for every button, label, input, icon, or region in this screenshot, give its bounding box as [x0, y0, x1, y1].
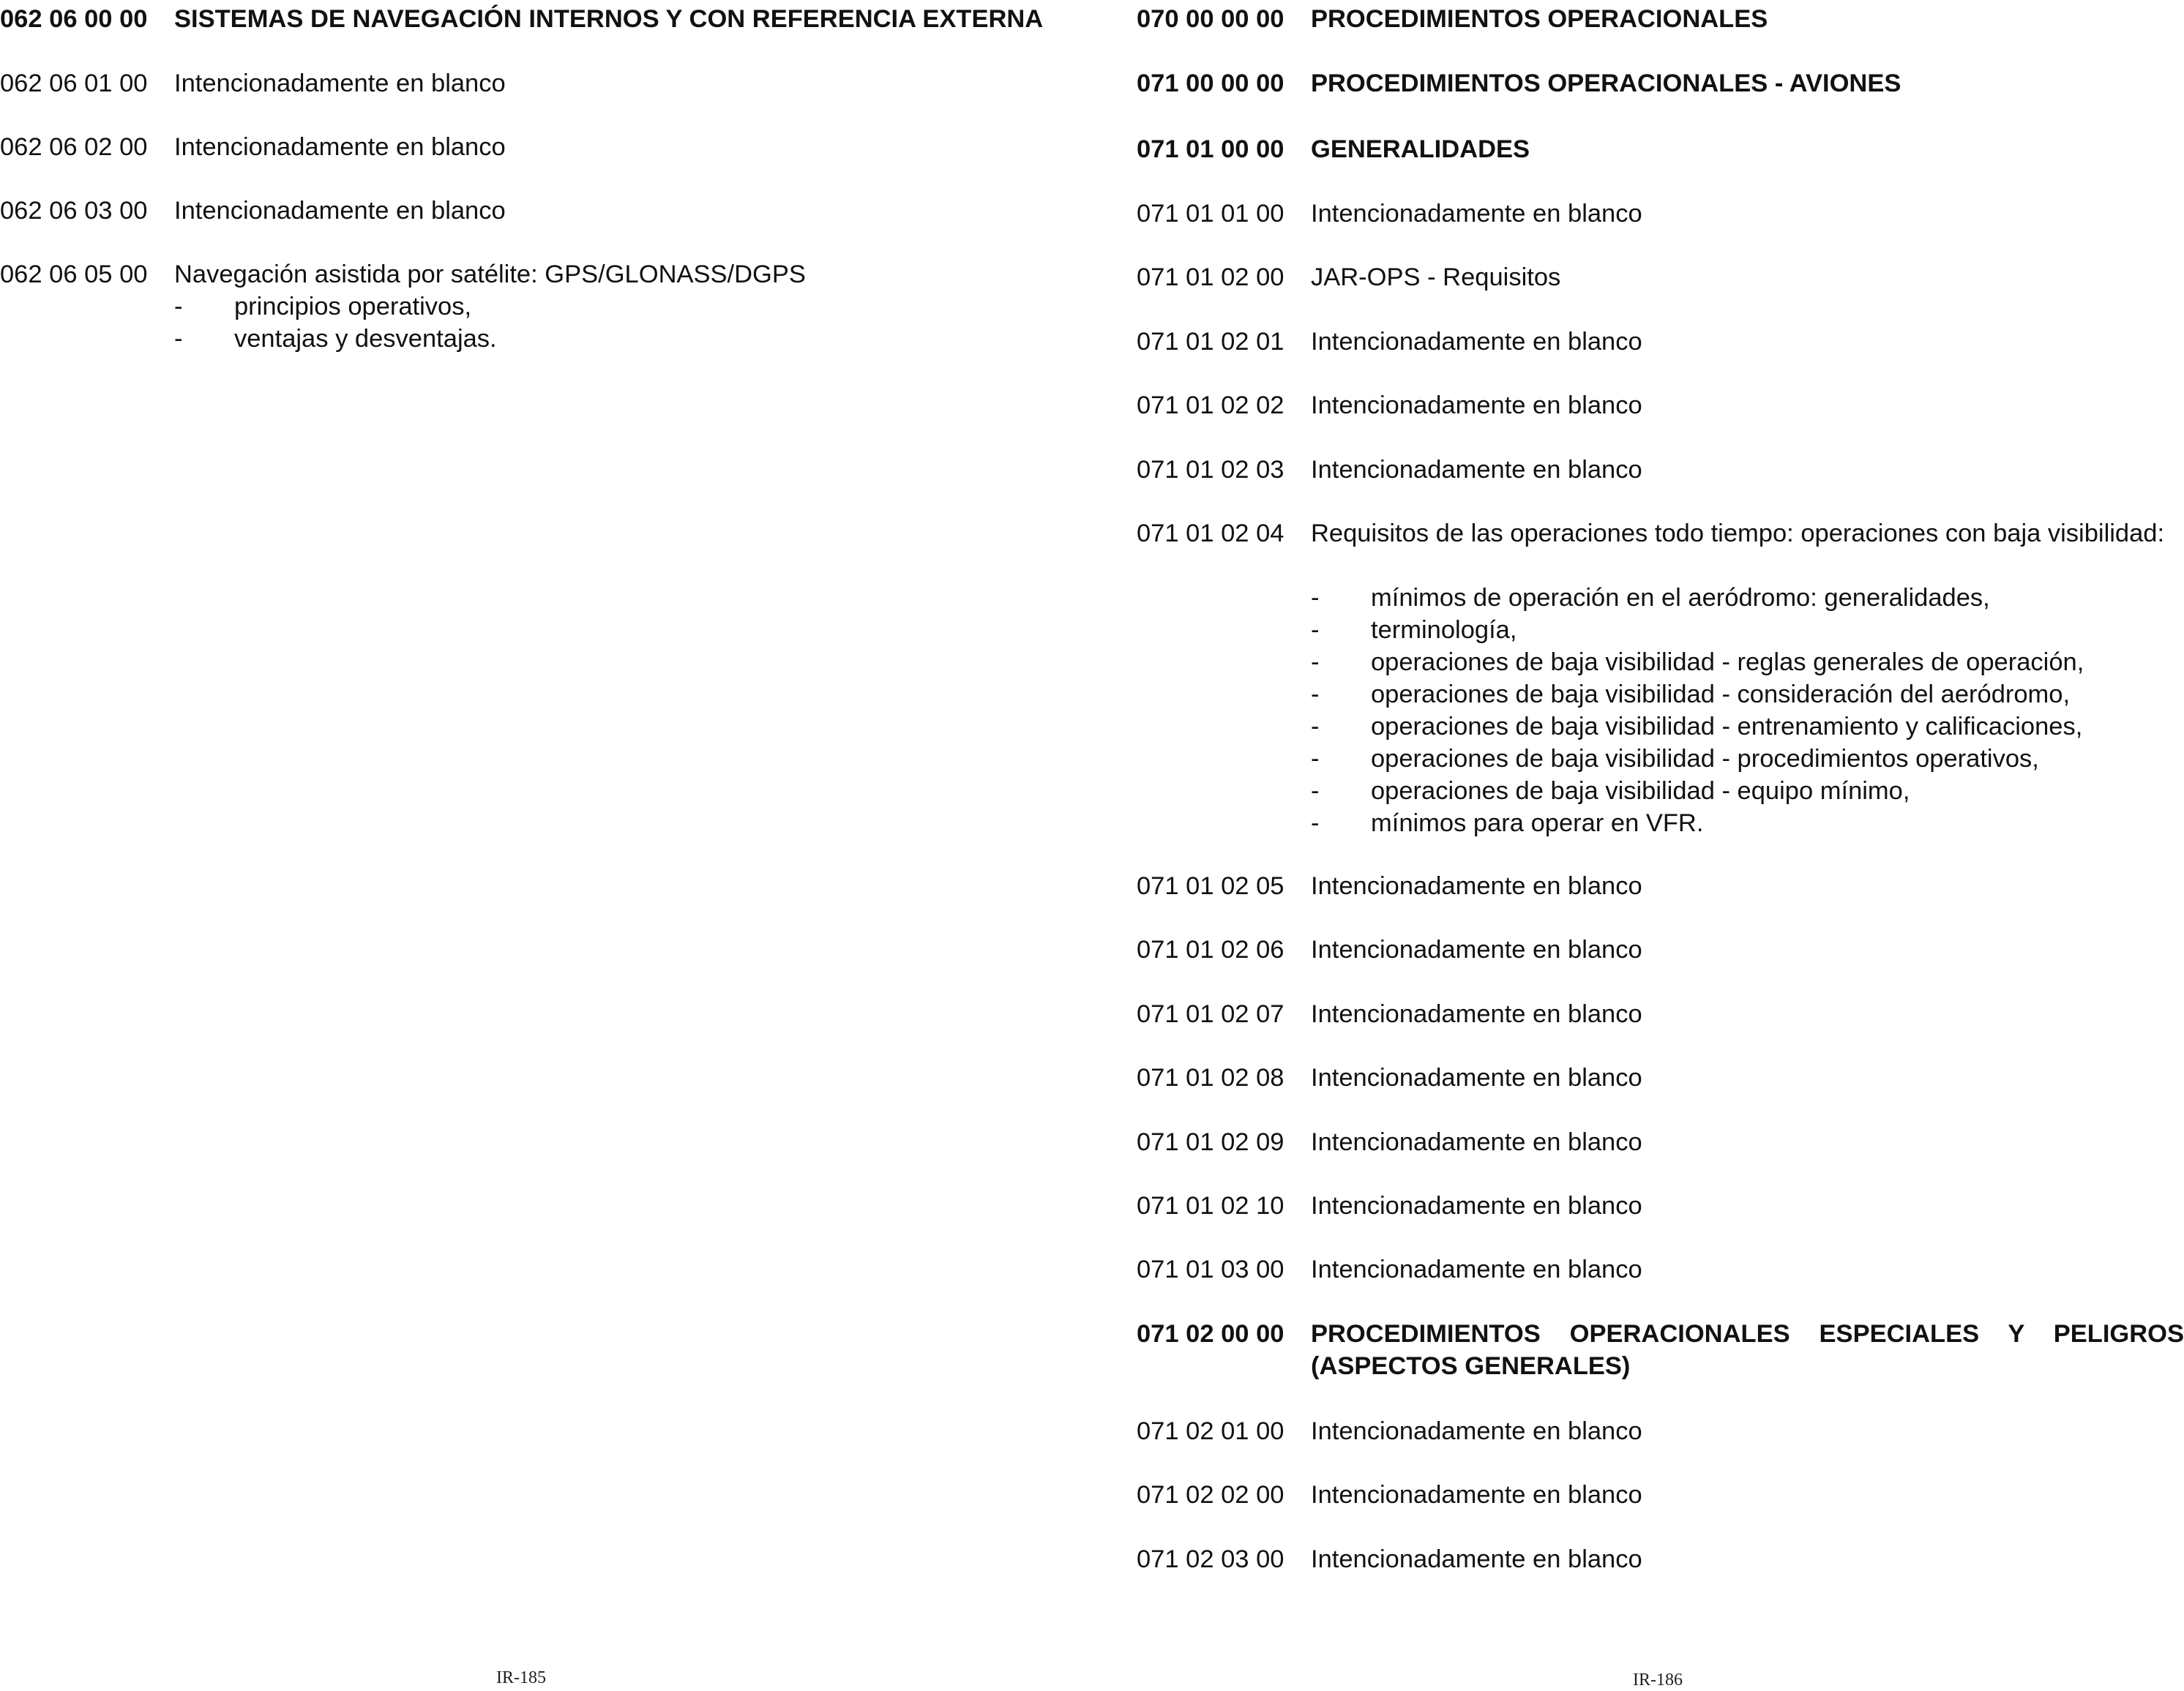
section-title: SISTEMAS DE NAVEGACIÓN INTERNOS Y CON REFERENCIA EXTERNA — [174, 5, 1044, 33]
section-title: Intencionadamente en blanco — [1311, 456, 1642, 484]
list-item: - mínimos para operar en VFR. — [1311, 809, 1704, 837]
section-code: 071 01 02 08 — [1137, 1064, 1284, 1092]
section-code: 071 01 02 05 — [1137, 872, 1284, 900]
section-title: Intencionadamente en blanco — [174, 70, 506, 97]
section-code: 071 01 02 01 — [1137, 328, 1284, 356]
list-item: - operaciones de baja visibilidad - entrenamiento y calificaciones, — [1311, 713, 2083, 740]
section-code: 071 01 02 09 — [1137, 1128, 1284, 1156]
section-title: Intencionadamente en blanco — [1311, 391, 1642, 419]
list-item: - ventajas y desventajas. — [174, 325, 497, 353]
section-title: Intencionadamente en blanco — [1311, 1481, 1642, 1509]
section-title: PROCEDIMIENTOS OPERACIONALES — [1311, 5, 1768, 33]
list-item: - mínimos de operación en el aeródromo: generalidades, — [1311, 584, 1990, 612]
bullet-list — [1311, 582, 2084, 839]
section-code: 071 01 03 00 — [1137, 1256, 1284, 1283]
section-title: Intencionadamente en blanco — [174, 197, 506, 225]
list-item: - operaciones de baja visibilidad - procedimientos operativos, — [1311, 745, 2039, 773]
section-code: 071 01 02 03 — [1137, 456, 1284, 484]
section-title: Intencionadamente en blanco — [1311, 200, 1642, 228]
section-code: 071 01 02 02 — [1137, 391, 1284, 419]
bullet-list — [174, 290, 497, 355]
section-title: Intencionadamente en blanco — [1311, 936, 1642, 964]
section-code: 071 02 02 00 — [1137, 1481, 1284, 1509]
section-title: Intencionadamente en blanco — [1311, 1000, 1642, 1028]
section-code: 062 06 05 00 — [0, 260, 148, 288]
section-title: Intencionadamente en blanco — [1311, 872, 1642, 900]
section-code: 062 06 02 00 — [0, 133, 148, 161]
section-code: 062 06 00 00 — [0, 5, 148, 33]
section-code: 071 02 03 00 — [1137, 1545, 1284, 1573]
section-code: 070 00 00 00 — [1137, 5, 1284, 33]
page-number: IR-186 — [1633, 1671, 1683, 1690]
right-page — [1137, 0, 2184, 1690]
section-code: 071 01 02 07 — [1137, 1000, 1284, 1028]
list-item: - terminología, — [1311, 616, 1517, 644]
section-title: Intencionadamente en blanco — [1311, 1545, 1642, 1573]
section-title: Intencionadamente en blanco — [1311, 328, 1642, 356]
section-code: 071 01 02 04 — [1137, 520, 1284, 547]
section-title: GENERALIDADES — [1311, 135, 1530, 163]
section-title: Intencionadamente en blanco — [1311, 1256, 1642, 1283]
section-code: 062 06 01 00 — [0, 70, 148, 97]
section-title: Intencionadamente en blanco — [1311, 1417, 1642, 1445]
section-title-line1: PROCEDIMIENTOS OPERACIONALES ESPECIALES Y PELIGROS — [1311, 1320, 2184, 1348]
section-code: 071 01 02 06 — [1137, 936, 1284, 964]
section-code: 071 01 02 10 — [1137, 1192, 1284, 1220]
section-code: 071 02 00 00 — [1137, 1320, 1284, 1348]
section-title-line2: (ASPECTOS GENERALES) — [1311, 1352, 1631, 1380]
section-title: Intencionadamente en blanco — [174, 133, 506, 161]
section-code: 071 01 01 00 — [1137, 200, 1284, 228]
section-code: 071 02 01 00 — [1137, 1417, 1284, 1445]
list-item: - operaciones de baja visibilidad - consideración del aeródromo, — [1311, 680, 2071, 708]
list-item: - principios operativos, — [174, 293, 472, 320]
section-title: Intencionadamente en blanco — [1311, 1192, 1642, 1220]
section-title: PROCEDIMIENTOS OPERACIONALES - AVIONES — [1311, 70, 1901, 97]
section-code: 062 06 03 00 — [0, 197, 148, 225]
list-item: - operaciones de baja visibilidad - reglas generales de operación, — [1311, 648, 2084, 676]
section-code: 071 00 00 00 — [1137, 70, 1284, 97]
section-title: Intencionadamente en blanco — [1311, 1128, 1642, 1156]
section-title: Requisitos de las operaciones todo tiempo: operaciones con baja visibilidad: — [1311, 520, 2165, 547]
section-code: 071 01 02 00 — [1137, 263, 1284, 291]
page-number: IR-185 — [496, 1668, 546, 1687]
section-title: Navegación asistida por satélite: GPS/GLONASS/DGPS — [174, 260, 806, 288]
section-code: 071 01 00 00 — [1137, 135, 1284, 163]
list-item: - operaciones de baja visibilidad - equipo mínimo, — [1311, 777, 1910, 805]
section-title: JAR-OPS - Requisitos — [1311, 263, 1561, 291]
section-title: Intencionadamente en blanco — [1311, 1064, 1642, 1092]
